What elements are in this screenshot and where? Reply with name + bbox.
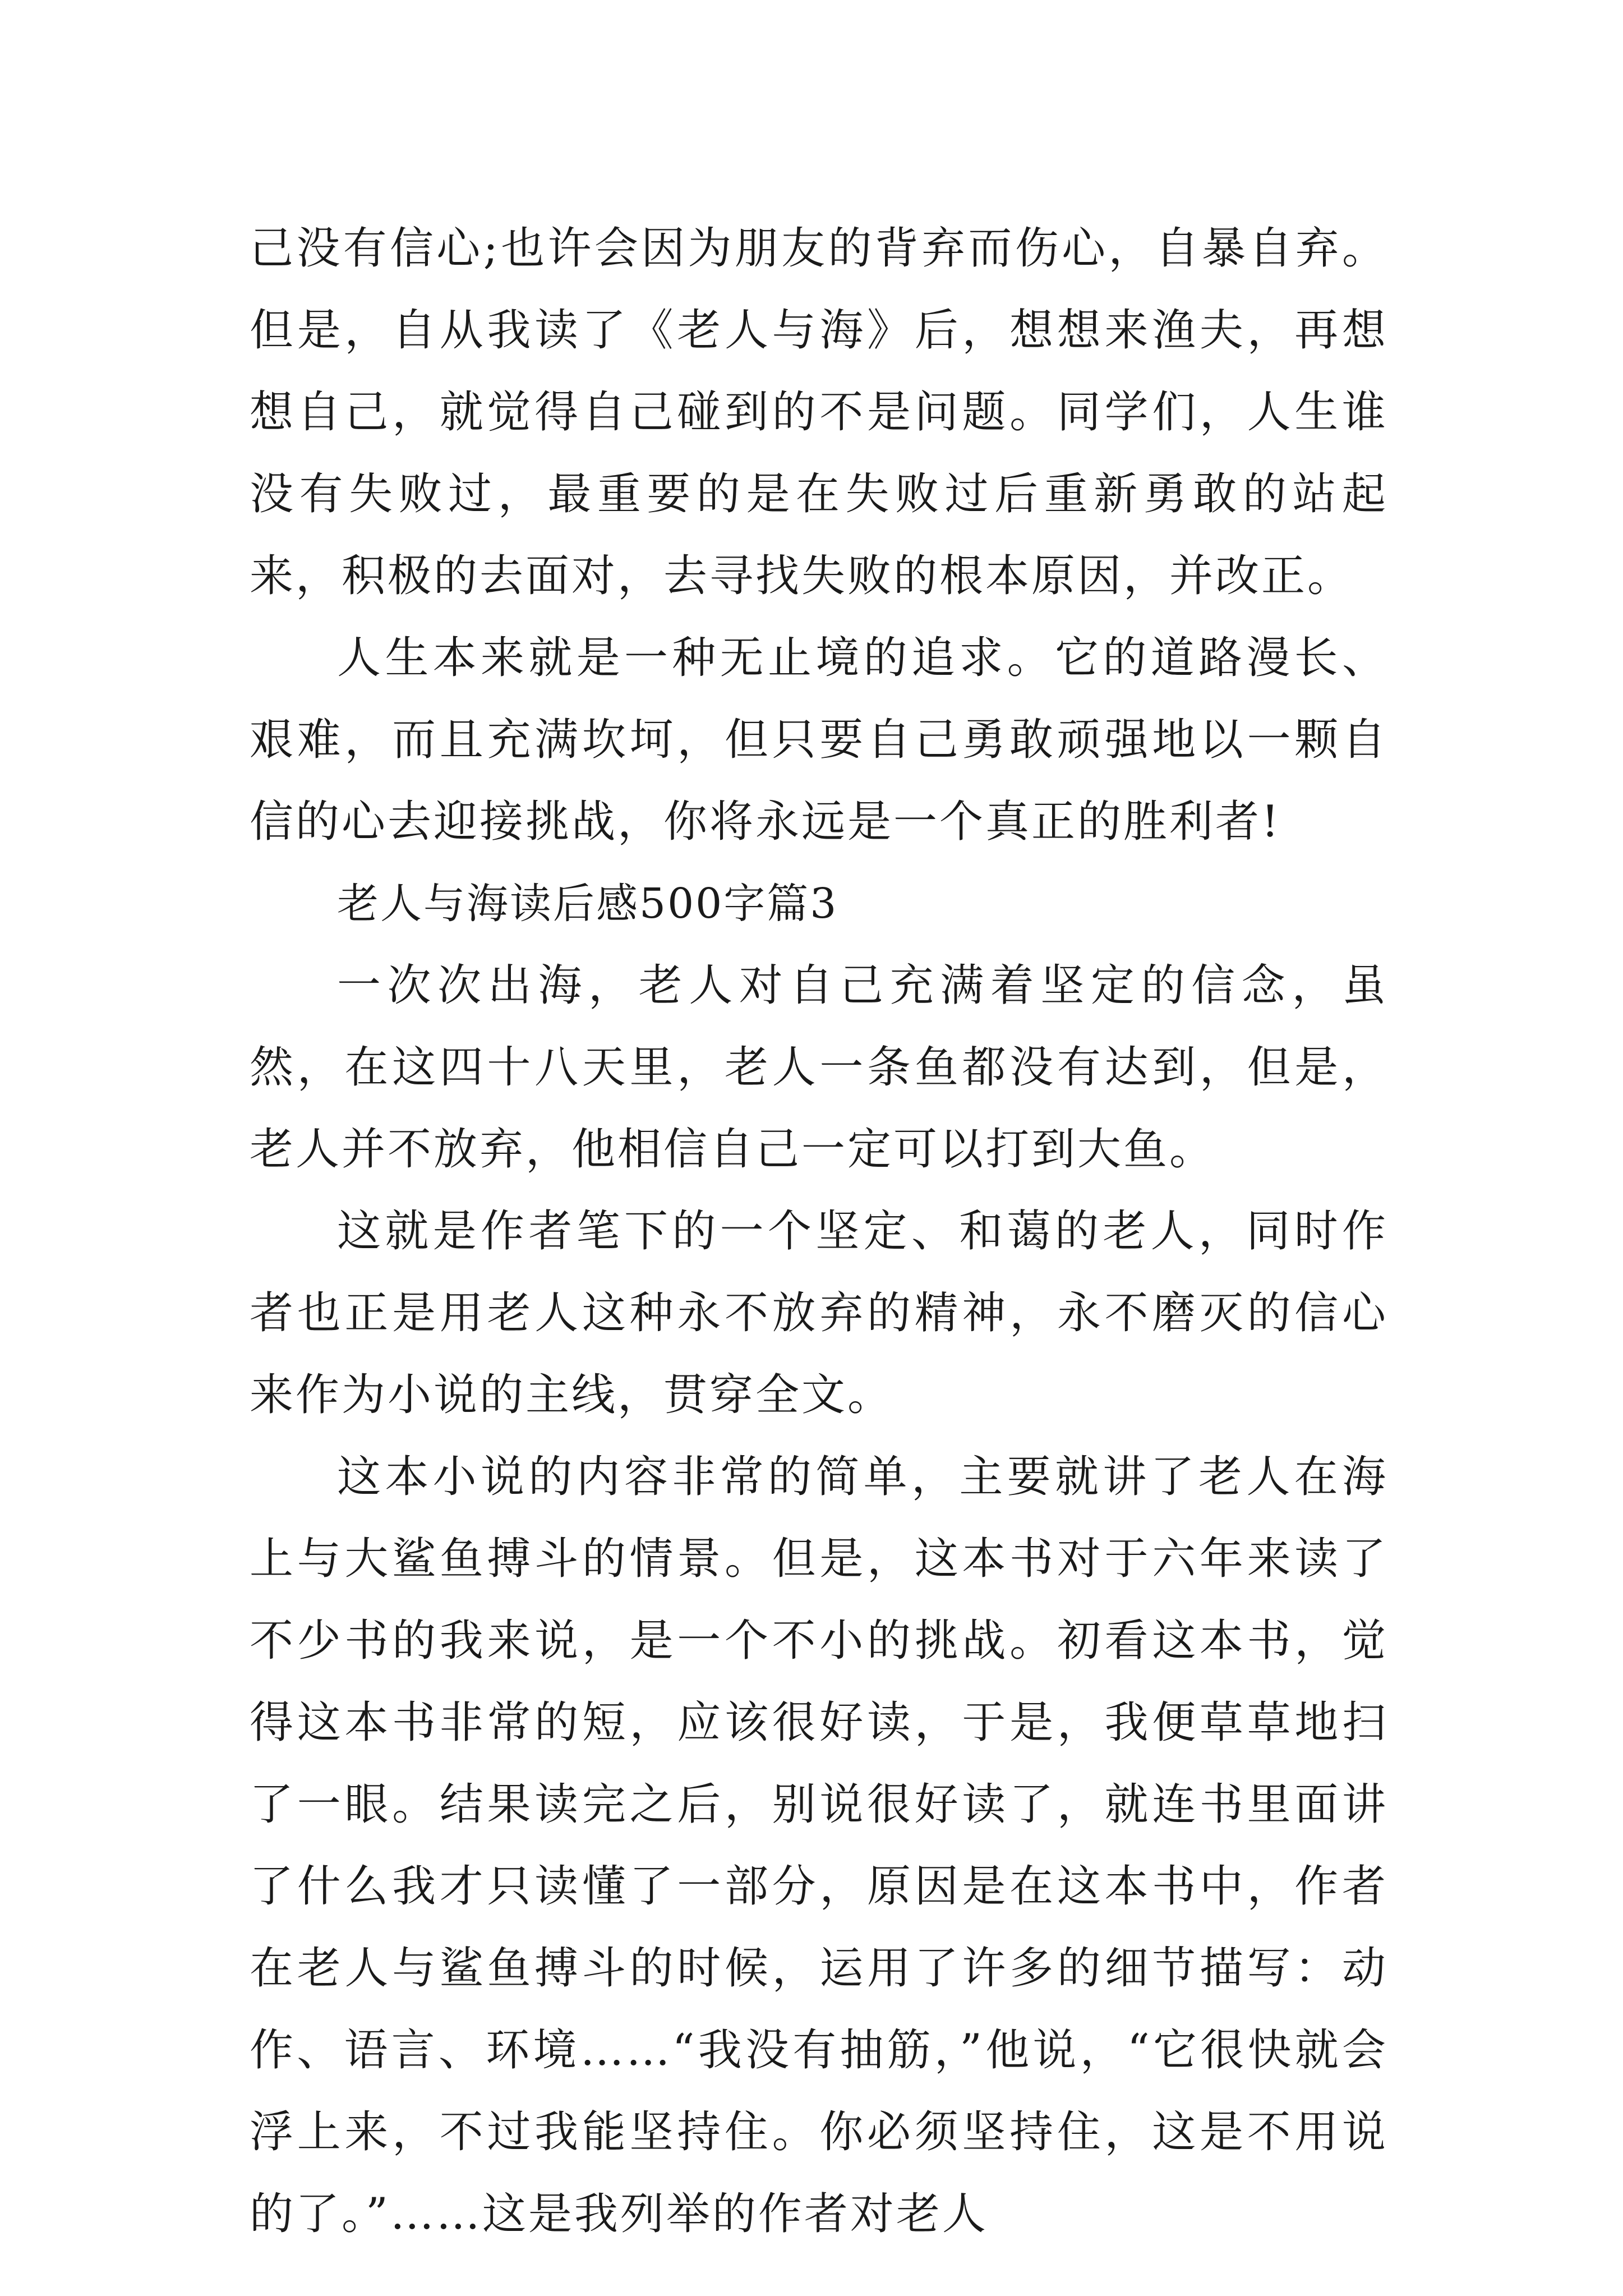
- paragraph-going-to-sea: 一次次出海，老人对自己充满着坚定的信念，虽然，在这四十八天里，老人一条鱼都没有达到，但是，老人并不放弃，他相信自己一定可以打到大鱼。: [250, 960, 1388, 1175]
- paragraph-novel-content: 这本小说的内容非常的简单，主要就讲了老人在海上与大鲨鱼搏斗的情景。但是，这本书对于六年来读了不少书的我来说，是一个不小的挑战。初看这本书，觉得这本书非常的短，应该很好读，于是，我便草草地扫了一眼。结果读完之后，别说很好读了，就连书里面讲了什么我才只读懂了一部分，原因是在这本书中，作者在老人与鲨鱼搏斗的时候，运用了许多的细节描写：动作、语言、环境……“我没有抽筋，”他说，“它很快就会浮上来，不过我能坚持住。你必须坚持住，这是不用说的了。”……这是我列举的作者对老人: [250, 1452, 1388, 2239]
- paragraph-life-pursuit: 人生本来就是一种无止境的追求。它的道路漫长、艰难，而且充满坎坷，但只要自己勇敢顽强地以一颗自信的心去迎接挑战，你将永远是一个真正的胜利者!: [250, 633, 1388, 847]
- paragraph-author-old-man: 这就是作者笔下的一个坚定、和蔼的老人，同时作者也正是用老人这种永不放弃的精神，永不磨灭的信心来作为小说的主线，贯穿全文。: [250, 1206, 1388, 1420]
- document-body: [250, 208, 1388, 2255]
- paragraph-continued: 己没有信心;也许会因为朋友的背弃而伤心，自暴自弃。但是，自从我读了《老人与海》后，想想来渔夫，再想想自己，就觉得自己碰到的不是问题。同学们，人生谁没有失败过，最重要的是在失败过后重新勇敢的站起来，积极的去面对，去寻找失败的根本原因，并改正。: [250, 223, 1388, 601]
- section-heading: 老人与海读后感500字篇3: [337, 880, 838, 928]
